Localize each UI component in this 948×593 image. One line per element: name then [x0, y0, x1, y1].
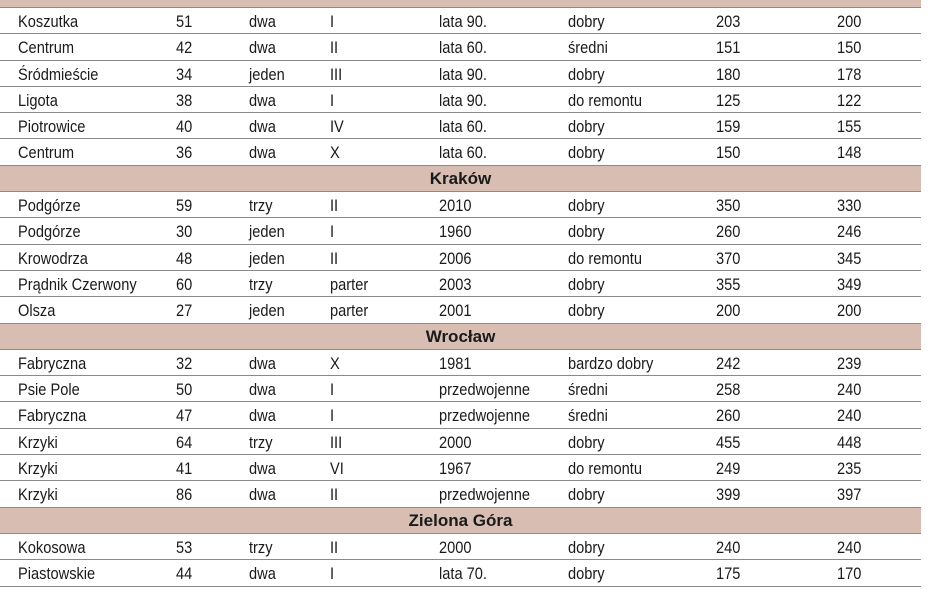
- table-cell: 455: [716, 432, 741, 452]
- table-row: [0, 376, 921, 402]
- table-cell: dobry: [568, 143, 605, 163]
- table-row: [0, 481, 921, 507]
- table-row: [0, 87, 921, 113]
- table-cell: I: [330, 12, 335, 31]
- table-cell: 47: [176, 406, 193, 426]
- table-cell: 349: [837, 274, 862, 294]
- table-cell: 170: [837, 564, 862, 584]
- section-city-name: Zielona Góra: [408, 510, 513, 530]
- table-cell: 355: [716, 274, 741, 294]
- table-cell: 180: [716, 64, 741, 84]
- table-cell: 249: [716, 459, 741, 479]
- table-cell: 1960: [439, 222, 472, 242]
- section-city-name: Wrocław: [425, 326, 496, 346]
- table-cell: 34: [176, 64, 193, 84]
- table-cell: 1967: [439, 459, 472, 479]
- table-cell: 50: [176, 380, 193, 400]
- table-cell: Centrum: [18, 38, 75, 58]
- table-cell: 2006: [439, 248, 472, 268]
- table-cell: 240: [837, 406, 862, 426]
- table-cell: III: [330, 64, 343, 84]
- table-row: [0, 455, 921, 481]
- table-cell: 2003: [439, 274, 472, 294]
- table-cell: Koszutka: [18, 12, 79, 31]
- table-cell: 30: [176, 222, 193, 242]
- table-cell: Olsza: [18, 301, 56, 321]
- table-cell: dobry: [568, 196, 605, 216]
- table-cell: dobry: [568, 274, 605, 294]
- table-cell: VI: [330, 459, 344, 479]
- table-cell: 239: [837, 353, 862, 373]
- table-cell: dwa: [249, 38, 276, 58]
- table-row: [0, 402, 921, 428]
- table-cell: dobry: [568, 12, 605, 31]
- table-cell: Fabryczna: [18, 406, 87, 426]
- table-cell: lata 90.: [439, 12, 487, 31]
- table-row: [0, 534, 921, 560]
- table-cell: I: [330, 222, 335, 242]
- table-cell: Podgórze: [18, 222, 81, 242]
- table-cell: 32: [176, 353, 193, 373]
- table-cell: Kokosowa: [18, 537, 86, 557]
- table-cell: dwa: [249, 353, 276, 373]
- table-cell: 148: [837, 143, 862, 163]
- table-cell: 175: [716, 564, 741, 584]
- table-row: [0, 245, 921, 271]
- table-cell: 42: [176, 38, 193, 58]
- table-cell: dwa: [249, 143, 276, 163]
- table-cell: 151: [716, 38, 741, 58]
- table-cell: 242: [716, 353, 741, 373]
- table-cell: 2010: [439, 196, 472, 216]
- table-row: [0, 560, 921, 586]
- table-cell: trzy: [249, 432, 273, 452]
- table-cell: Prądnik Czerwony: [18, 274, 137, 294]
- table-cell: 370: [716, 248, 741, 268]
- table-cell: dwa: [249, 12, 276, 31]
- table-cell: dwa: [249, 459, 276, 479]
- table-cell: lata 90.: [439, 64, 487, 84]
- table-cell: średni: [568, 38, 608, 58]
- table-row: [0, 429, 921, 455]
- table-cell: 36: [176, 143, 193, 163]
- table-cell: 200: [716, 301, 741, 321]
- table-cell: jeden: [249, 64, 285, 84]
- table-cell: II: [330, 485, 339, 505]
- table-cell: 159: [716, 117, 741, 137]
- table-cell: dwa: [249, 564, 276, 584]
- table-cell: 240: [837, 537, 862, 557]
- table-cell: dobry: [568, 222, 605, 242]
- table-cell: trzy: [249, 274, 273, 294]
- table-cell: dobry: [568, 301, 605, 321]
- table-cell: Fabryczna: [18, 353, 87, 373]
- table-cell: II: [330, 537, 339, 557]
- table-cell: do remontu: [568, 459, 642, 479]
- table-cell: lata 60.: [439, 117, 487, 137]
- table-cell: parter: [330, 274, 369, 294]
- table-cell: 178: [837, 64, 862, 84]
- table-cell: 60: [176, 274, 193, 294]
- table-cell: 150: [716, 143, 741, 163]
- table-cell: 258: [716, 380, 741, 400]
- table-cell: 41: [176, 459, 193, 479]
- table-cell: IV: [330, 117, 344, 137]
- table-cell: 27: [176, 301, 193, 321]
- table-cell: 200: [837, 12, 862, 31]
- table-cell: 203: [716, 12, 741, 31]
- table-cell: 260: [716, 406, 741, 426]
- table-cell: I: [330, 564, 335, 584]
- table-cell: dobry: [568, 117, 605, 137]
- table-cell: 59: [176, 196, 193, 216]
- table-cell: 150: [837, 38, 862, 58]
- table-cell: dwa: [249, 406, 276, 426]
- table-cell: bardzo dobry: [568, 353, 654, 373]
- table-cell: Podgórze: [18, 196, 81, 216]
- table-cell: 330: [837, 196, 862, 216]
- table-cell: II: [330, 38, 339, 58]
- table-cell: Krzyki: [18, 485, 58, 505]
- table-cell: 2001: [439, 301, 472, 321]
- table-cell: trzy: [249, 537, 273, 557]
- table-cell: średni: [568, 380, 608, 400]
- table-cell: przedwojenne: [439, 485, 531, 505]
- table-cell: 1981: [439, 353, 472, 373]
- table-cell: dobry: [568, 64, 605, 84]
- table-cell: 345: [837, 248, 862, 268]
- section-header: [0, 166, 921, 192]
- table-row: [0, 139, 921, 165]
- table-cell: trzy: [249, 196, 273, 216]
- table-cell: Centrum: [18, 143, 75, 163]
- table-cell: III: [330, 432, 343, 452]
- table-cell: dwa: [249, 117, 276, 137]
- table-cell: 350: [716, 196, 741, 216]
- table-cell: do remontu: [568, 248, 642, 268]
- table-cell: 448: [837, 432, 862, 452]
- table-cell: jeden: [249, 301, 285, 321]
- table-cell: przedwojenne: [439, 380, 531, 400]
- table-cell: 48: [176, 248, 193, 268]
- table-row-cut: [0, 587, 921, 593]
- table-cell: lata 70.: [439, 564, 487, 584]
- table-cell: 125: [716, 90, 741, 110]
- table-cell: 155: [837, 117, 862, 137]
- table-cell: lata 60.: [439, 38, 487, 58]
- table-cell: 240: [837, 380, 862, 400]
- table-cell: lata 90.: [439, 90, 487, 110]
- table-row: [0, 34, 921, 60]
- table-cell: I: [330, 406, 335, 426]
- table-cell: dobry: [568, 537, 605, 557]
- table-cell: II: [330, 196, 339, 216]
- table-cell: przedwojenne: [439, 406, 531, 426]
- table-cell: lata 60.: [439, 143, 487, 163]
- table-cell: Piotrowice: [18, 117, 86, 137]
- table-row: [0, 192, 921, 218]
- table-row: [0, 61, 921, 87]
- table-cell: jeden: [249, 248, 285, 268]
- table-cell: dwa: [249, 485, 276, 505]
- table-cell: 64: [176, 432, 193, 452]
- table-cell: średni: [568, 406, 608, 426]
- table-row: [0, 271, 921, 297]
- table-row: [0, 218, 921, 244]
- table-cell: Psie Pole: [18, 380, 80, 400]
- table-cell: Śródmieście: [18, 64, 99, 84]
- table-cell: parter: [330, 301, 369, 321]
- table-row: [0, 113, 921, 139]
- table-cell: Piastowskie: [18, 564, 96, 584]
- table-cell: 235: [837, 459, 862, 479]
- table-cell: 246: [837, 222, 862, 242]
- table-cell: dwa: [249, 380, 276, 400]
- table-cell: dobry: [568, 564, 605, 584]
- table-cell: Ligota: [18, 90, 58, 110]
- table-cell: 260: [716, 222, 741, 242]
- table-cell: 399: [716, 485, 741, 505]
- table-cell: jeden: [249, 222, 285, 242]
- table-cell: 53: [176, 537, 193, 557]
- table-cell: 51: [176, 12, 193, 31]
- table-cell: 240: [716, 537, 741, 557]
- table-cell: 44: [176, 564, 193, 584]
- table-cell: 38: [176, 90, 193, 110]
- table-cell: 40: [176, 117, 193, 137]
- table-row: [0, 350, 921, 376]
- table-cell: 397: [837, 485, 862, 505]
- table-cell: Krzyki: [18, 459, 58, 479]
- table-cell: dwa: [249, 90, 276, 110]
- table-cell: 2000: [439, 537, 472, 557]
- table-cell: X: [330, 353, 340, 373]
- section-header: [0, 508, 921, 534]
- table-cell: I: [330, 380, 335, 400]
- table-cell: II: [330, 248, 339, 268]
- table-cell: 86: [176, 485, 193, 505]
- table-cell: X: [330, 143, 340, 163]
- table-cell: Krowodrza: [18, 248, 88, 268]
- section-header: [0, 324, 921, 350]
- table-cell: 200: [837, 301, 862, 321]
- table-cell: 122: [837, 90, 862, 110]
- table-cell: Krzyki: [18, 432, 58, 452]
- section-header-cut: [0, 0, 921, 8]
- table-cell: 2000: [439, 432, 472, 452]
- table-cell: do remontu: [568, 90, 642, 110]
- section-city-name: Kraków: [429, 168, 492, 188]
- table-row: [0, 297, 921, 323]
- table-row: [0, 8, 921, 34]
- table-cell: I: [330, 90, 335, 110]
- table-cell: dobry: [568, 432, 605, 452]
- table-cell: dobry: [568, 485, 605, 505]
